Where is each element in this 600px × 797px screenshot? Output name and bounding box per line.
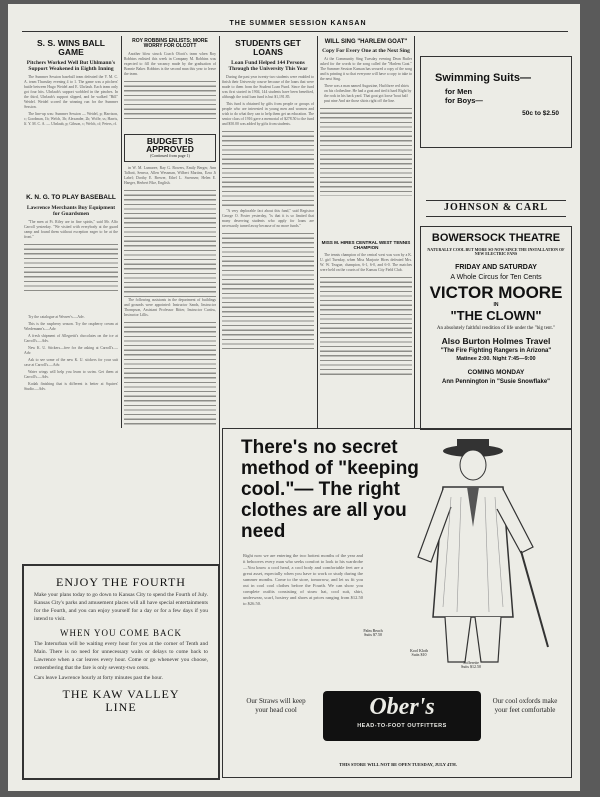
column-rule bbox=[219, 36, 220, 428]
article-text: Another blow struck Coach Olcott's team when Roy Robbins enlisted this week in Company M. Robbins was expected to fill the vacancy made by the graduation of Bonnie Baker. Robbins is the second man this year to leave the team. bbox=[124, 51, 216, 76]
man-trousers bbox=[445, 617, 501, 662]
suit-price: Suits $12.50 bbox=[460, 664, 481, 670]
ad-bowersock-theatre bbox=[420, 226, 572, 430]
article-text: The line-up was: Summer Session — Weidel, p; Harrison, c; Goodman, 1b; Welch, 3b; Alexander, 2b; Wolfe, ss; Harris, lf. Y. M. C. A. — Uhrlaub, p; Gibson, c; Welch, cf; Peters, rf. bbox=[24, 111, 118, 126]
obers-closed-note: THIS STORE WILL NOT BE OPEN TUESDAY, JULY 4TH. bbox=[339, 762, 457, 767]
obers-logo-sub: HEAD-TO-FOOT OUTFITTERS bbox=[357, 723, 447, 729]
suit-price: Suits $10 bbox=[411, 652, 427, 658]
continued-note: (Continued from page 1) bbox=[150, 153, 190, 159]
subhead-harlem-goat: Copy For Every One at the Next Sing bbox=[322, 48, 410, 55]
classified-ad: Kodak finishing that is different is better at Squires' Studio.—Adv. bbox=[24, 381, 118, 391]
headline-tennis: MISS M. HIRES CENTRAL WEST TENNIS CHAMPION bbox=[321, 240, 411, 251]
column-rule bbox=[317, 36, 318, 428]
suit-label-palm-beach bbox=[353, 629, 393, 638]
headline-kng-baseball: K. N. G. TO PLAY BASEBALL bbox=[26, 193, 116, 201]
straw-hat-crown bbox=[457, 439, 489, 451]
classified-ad: Try the catalogue at Weaver's.—Adv. bbox=[28, 314, 85, 319]
fourth-title: ENJOY THE FOURTH bbox=[56, 575, 186, 589]
column-rule bbox=[121, 36, 122, 428]
column-2 bbox=[124, 36, 216, 426]
theatre-tagline: NATURALLY COOL BUT MORE SO NOW SINCE THE INSTALLATION OF NEW ELECTRIC FANS bbox=[427, 246, 565, 256]
kaw-valley-line-2: LINE bbox=[105, 699, 137, 714]
article-robbins bbox=[124, 52, 216, 130]
theatre-next: Ann Pennington in "Susie Snowflake" bbox=[441, 379, 551, 386]
obers-body: Right now we are entering the two hottest months of the year and it behooves every man who seeks comfort to look to his wardrobe—You know a cool head, a cool body and comfortable feet are a great asset, especially when you have to work or study during the summer months. Come to the store, tomorrow, and let us fit you out in cool cool clothes before the Fourth. We can show you complete outfits consisting of straw hat, cool suit, shirt, underwear, scarf, hosiery and shoes at prices ranging from $12.50 to $26.50. bbox=[243, 553, 363, 606]
theatre-title: BOWERSOCK THEATRE bbox=[431, 232, 561, 244]
column-1 bbox=[24, 36, 118, 562]
swim-price: 50c to $2.50 bbox=[522, 110, 559, 118]
suit-label-sofferette bbox=[451, 661, 491, 670]
article-text: The Summer Session baseball team defeated the Y. M. C. A. team Thursday evening 4 to 1. The game was a pitchers' battle between Hugo Weidel and E. Uhrlaub. Each team only got four hits. Uhrlaub's support wobbled in the pinches. In the third, Uhrlaub's support slipped, and he walked "Bill" Weidel. Weidel scored the winning run for the Summer Session. bbox=[24, 74, 118, 109]
headline-budget: BUDGET IS APPROVED bbox=[146, 135, 194, 155]
classified-ads bbox=[24, 315, 118, 392]
walking-cane bbox=[521, 551, 548, 647]
article-text: in W. M. Lumaree, Ray G. Bowers, Emily Berger, Ann Talbott, Seneca, Allen Wessman, Wilbert Martins, Ezra Ji Lahel; Dorthy E. Brewer, Ethel L. Swensen; Helen E. Haeger, Herbert Fike, English. bbox=[124, 165, 216, 185]
article-budget bbox=[124, 166, 216, 426]
obers-headline: There's no secret method of "keeping cool."— The right clothes are all you need bbox=[241, 437, 419, 542]
suit-label-kool-kloth bbox=[399, 649, 439, 658]
headline-harlem-goat: WILL SING "HARLEM GOAT" bbox=[324, 39, 408, 45]
classified-ad: New K. U. Stickers—free for the asking at Carroll's.—Adv. bbox=[24, 345, 118, 355]
classified-ad: Water wings will help you learn to swim. Get them at Carroll's.—Adv. bbox=[24, 369, 118, 379]
obers-logo-text: Ober's bbox=[369, 694, 435, 720]
swim-boys: for Boys— bbox=[445, 96, 483, 106]
headline-loans: STUDENTS GET LOANS bbox=[235, 38, 301, 57]
johnson-carl-logo: JOHNSON & CARL bbox=[426, 200, 566, 217]
theatre-desc: An absolutely faithful rendition of life under the "big tent." bbox=[436, 325, 556, 331]
swim-title: Swimming Suits— bbox=[435, 72, 531, 84]
swim-men: for Men bbox=[445, 86, 473, 96]
article-text: The following assistants in the department of buildings and grounds were appointed: Instructor Sands, Instructor Thompson, Assistant Professor Ritter, Instructor Curtiss, Instructor Lillis. bbox=[124, 297, 216, 317]
obers-logo bbox=[323, 691, 481, 741]
fourth-body: Make your plans today to go down to Kansas City to spend the Fourth of July. Kansas City's parks and amusement places will all have special entertainments for the Fourth, and you can enjoy yourself for a day or for a few days if you intend to visit. bbox=[34, 591, 208, 622]
theatre-travel: "The Fire Fighting Rangers in Arizona" bbox=[440, 348, 552, 355]
column-4 bbox=[320, 36, 412, 426]
masthead-rule bbox=[22, 31, 568, 32]
theatre-coming: COMING MONDAY bbox=[467, 369, 525, 377]
cars-leave-note: Cars leave Lawrence hourly at forty minutes past the hour. bbox=[34, 675, 163, 682]
suit-name: Palm Beach bbox=[363, 628, 383, 633]
song-lyrics: There was a man named Augustine, Had three red shirts on his clothesline. He had a goat and tied it hard Right by the rock in his back yard. That goat got loose 'bout half past nine And ate those shirts right off the line. bbox=[324, 84, 412, 104]
suit-price: Suits $7.50 bbox=[363, 632, 382, 638]
article-guardsmen bbox=[24, 220, 118, 312]
theatre-film: "THE CLOWN" bbox=[450, 308, 542, 324]
suit-name: Kool Kloth bbox=[409, 648, 429, 653]
headline-robbins: ROY ROBBINS ENLISTS; MORE WORRY FOR OLCOTT bbox=[132, 38, 208, 50]
obers-oxfords: Our cool oxfords make your feet comfortable bbox=[492, 697, 558, 714]
column-rule bbox=[414, 36, 415, 428]
article-text: "A very deplorable fact about this fund," said Registrar George O. Foster yesterday, "is that it is so limited that many deserving students who apply for loans are necessarily turned away because of no more funds." bbox=[222, 208, 314, 228]
article-tennis bbox=[320, 253, 412, 413]
theatre-days: FRIDAY AND SATURDAY bbox=[455, 264, 537, 272]
man-in-suit-illustration bbox=[373, 437, 563, 672]
suit-name: Sofferette bbox=[463, 660, 479, 665]
article-harlem-goat bbox=[320, 57, 412, 237]
ad-kaw-valley-line bbox=[22, 564, 220, 780]
article-text: During the past year twenty-two students were enabled to finish their University course because of the loans that were made to them from the Student Loan Fund. Since the fund was first started in 1904, 144 students have been benefited, although the total loan fund is but $1,191.85. bbox=[222, 74, 314, 99]
subhead-loans: Loan Fund Helped 144 Persons Through the University This Year bbox=[228, 59, 308, 72]
theatre-circus: A Whole Circus for Ten Cents bbox=[450, 273, 542, 281]
subhead-ball-game: Pitchers Worked Well But Uhlmann's Support Weakened in Eighth Inning bbox=[26, 59, 116, 72]
ad-swimming-suits bbox=[420, 56, 572, 148]
headline-ball-game: S. S. WINS BALL GAME bbox=[37, 38, 105, 57]
man-head bbox=[460, 450, 486, 480]
theatre-times: Matinee 2:00. Night 7:45—9:00 bbox=[456, 356, 536, 363]
classified-ad: Ask to see some of the new K. U. stickers for your suit case at Carroll's.—Adv. bbox=[24, 357, 118, 367]
article-ball-game bbox=[24, 75, 118, 191]
theatre-in: IN bbox=[493, 301, 499, 308]
ad-obers bbox=[222, 428, 572, 778]
theatre-also: Also Burton Holmes Travel bbox=[441, 336, 551, 347]
obers-straws: Our Straws will keep your head cool bbox=[246, 697, 306, 714]
kaw-valley-line-1: THE KAW VALLEY bbox=[62, 687, 180, 702]
classified-ad: A fresh shipment of Allegretti's chocolates on the ice at Carroll's.—Adv. bbox=[24, 333, 118, 343]
newspaper-page bbox=[8, 4, 580, 791]
column-3 bbox=[222, 36, 314, 426]
come-back-title: WHEN YOU COME BACK bbox=[60, 627, 182, 638]
article-text: This fund is obtained by gifts from people or groups of people who are interested in young men and women and wish to do what they can to help them get an education. The senior class of 1916 gave a memorial of $278.50 to the fund and $50.00 was added by gifts from students. bbox=[222, 101, 314, 126]
article-loans bbox=[222, 75, 314, 405]
budget-box bbox=[124, 134, 216, 162]
masthead-title: THE SUMMER SESSION KANSAN bbox=[229, 20, 367, 27]
come-back-body: The Interurban will be waiting every hour for you at the corner of Tenth and Main. There is no need for unnecessary waits or delays to come back to Lawrence when a car leaves every hour. Come or go whenever you choose, remembering that the fare is only seventy-two cents. bbox=[34, 641, 208, 672]
article-text: The tennis champion of the central west was won by a K. U. girl Tuesday, when Miss Marjorie Hires defeated Mrs. W. W. Teague, champion, 6-1, 6-0, and 6-0. The matches were held on the courts of the Kansas City Field Club. bbox=[320, 252, 412, 272]
article-text: "The men at Ft. Riley are in fine spirits," said Mr. Alfo Carroll yesterday. "We visited with everybody at the guard camp and found them without exception eager to be at the front." bbox=[24, 219, 118, 239]
article-text: At the Community Sing Tuesday evening Dean Butler asked for the words to the song called the "Harlem Goat." The Summer Session Kansan has secured a copy of the song and is printing it so that everyone will have a copy to take to the next Sing. bbox=[320, 57, 412, 82]
classified-ad: This is the raspberry season. Try the raspberry cream at Wiedemann's.—Adv. bbox=[24, 321, 118, 331]
theatre-star: VICTOR MOORE bbox=[429, 283, 563, 303]
subhead-guardsmen: Lawrence Merchants Buy Equipment for Guardsmen bbox=[26, 204, 116, 217]
